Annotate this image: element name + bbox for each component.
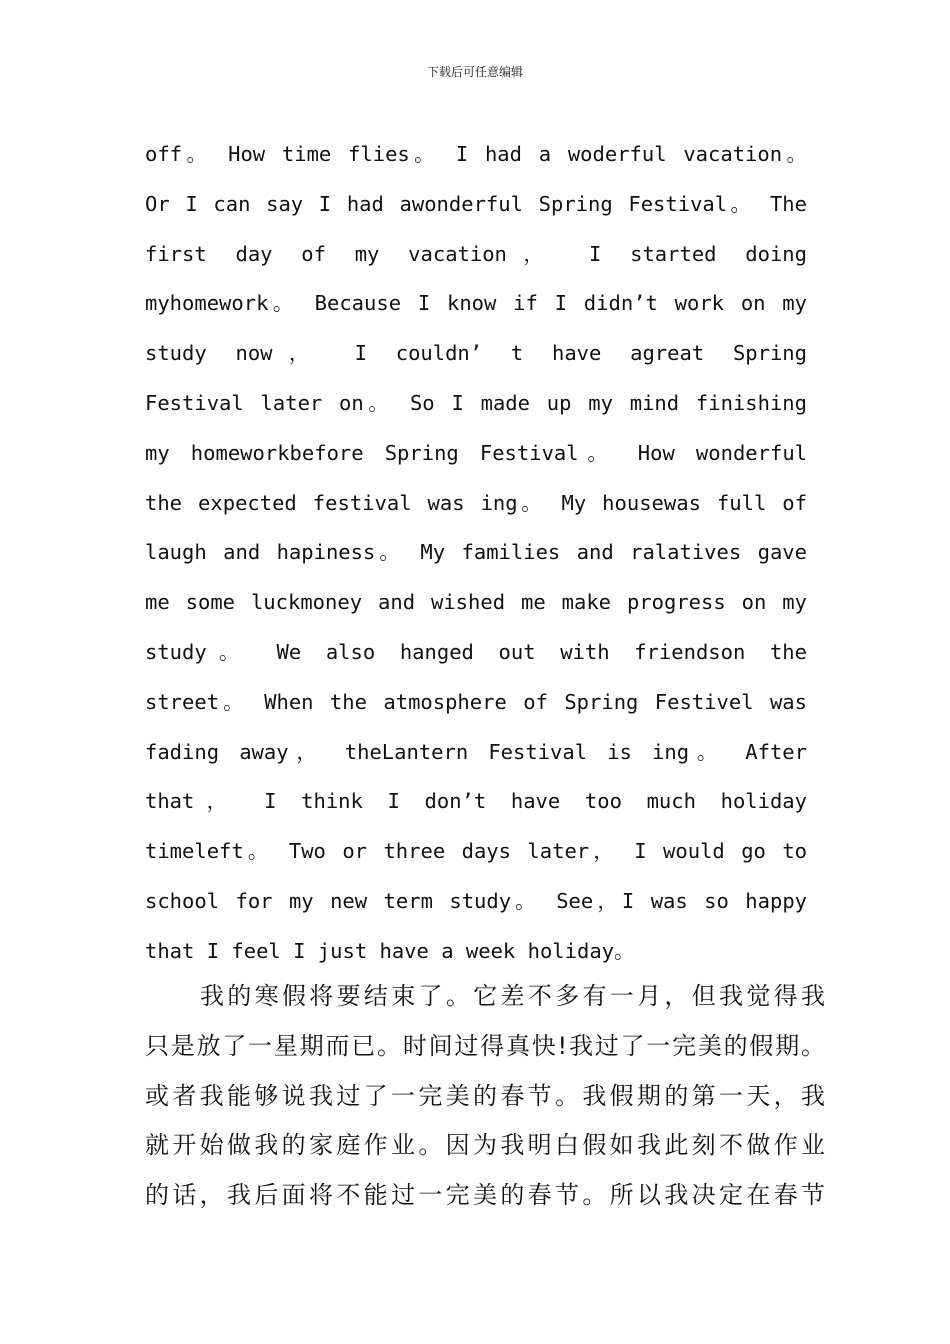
text-line: street。 When the atmosphere of Spring Festivel was [145, 689, 807, 714]
text-line: Festival later on。 So I made up my mind finishing [145, 390, 807, 415]
text-line: laugh and hapiness。 My families and ralatives gave [145, 540, 807, 565]
text-line: myhomework。 Because I know if I didn’t work on my [145, 291, 807, 316]
text-line: my homeworkbefore Spring Festival。 How wonderful [145, 440, 807, 465]
text-line: 我的寒假将要结束了。它差不多有一月，但我觉得我 [200, 982, 825, 1010]
text-line: timeleft。 Two or three days later， I would go to [145, 839, 807, 864]
english-paragraph [145, 130, 807, 977]
text-line: school for my new term study。 See，I was so happy [145, 888, 807, 913]
text-line: me some luckmoney and wished me make progress on my [145, 590, 807, 615]
text-line: fading away， theLantern Festival is ing。 After [145, 739, 807, 764]
text-line: study。 We also hanged out with friendson the [145, 639, 807, 664]
text-line: Or I can say I had awonderful Spring Festival。 The [145, 191, 807, 216]
text-line: that I feel I just have a week holiday。 [145, 938, 635, 963]
page-header: 下载后可任意编辑 [426, 65, 523, 79]
text-line: first day of my vacation， I started doing [145, 241, 807, 266]
text-line: that， I think I don’t have too much holiday [145, 789, 807, 814]
text-line: study now， I couldn’ t have agreat Spring [145, 341, 807, 366]
text-line: the expected festival was ing。 My housewas full of [145, 490, 807, 515]
text-line: off。 How time flies。 I had a woderful vacation。 [145, 142, 807, 166]
text-line: 就开始做我的家庭作业。因为我明白假如我此刻不做作业 [145, 1131, 825, 1160]
text-line: 只是放了一星期而已。时间过得真快!我过了一完美的假期。 [145, 1031, 825, 1060]
text-line: 或者我能够说我过了一完美的春节。我假期的第一天，我 [145, 1081, 825, 1110]
text-line: 的话，我后面将不能过一完美的春节。所以我决定在春节 [145, 1181, 825, 1210]
chinese-paragraph [145, 972, 825, 1221]
